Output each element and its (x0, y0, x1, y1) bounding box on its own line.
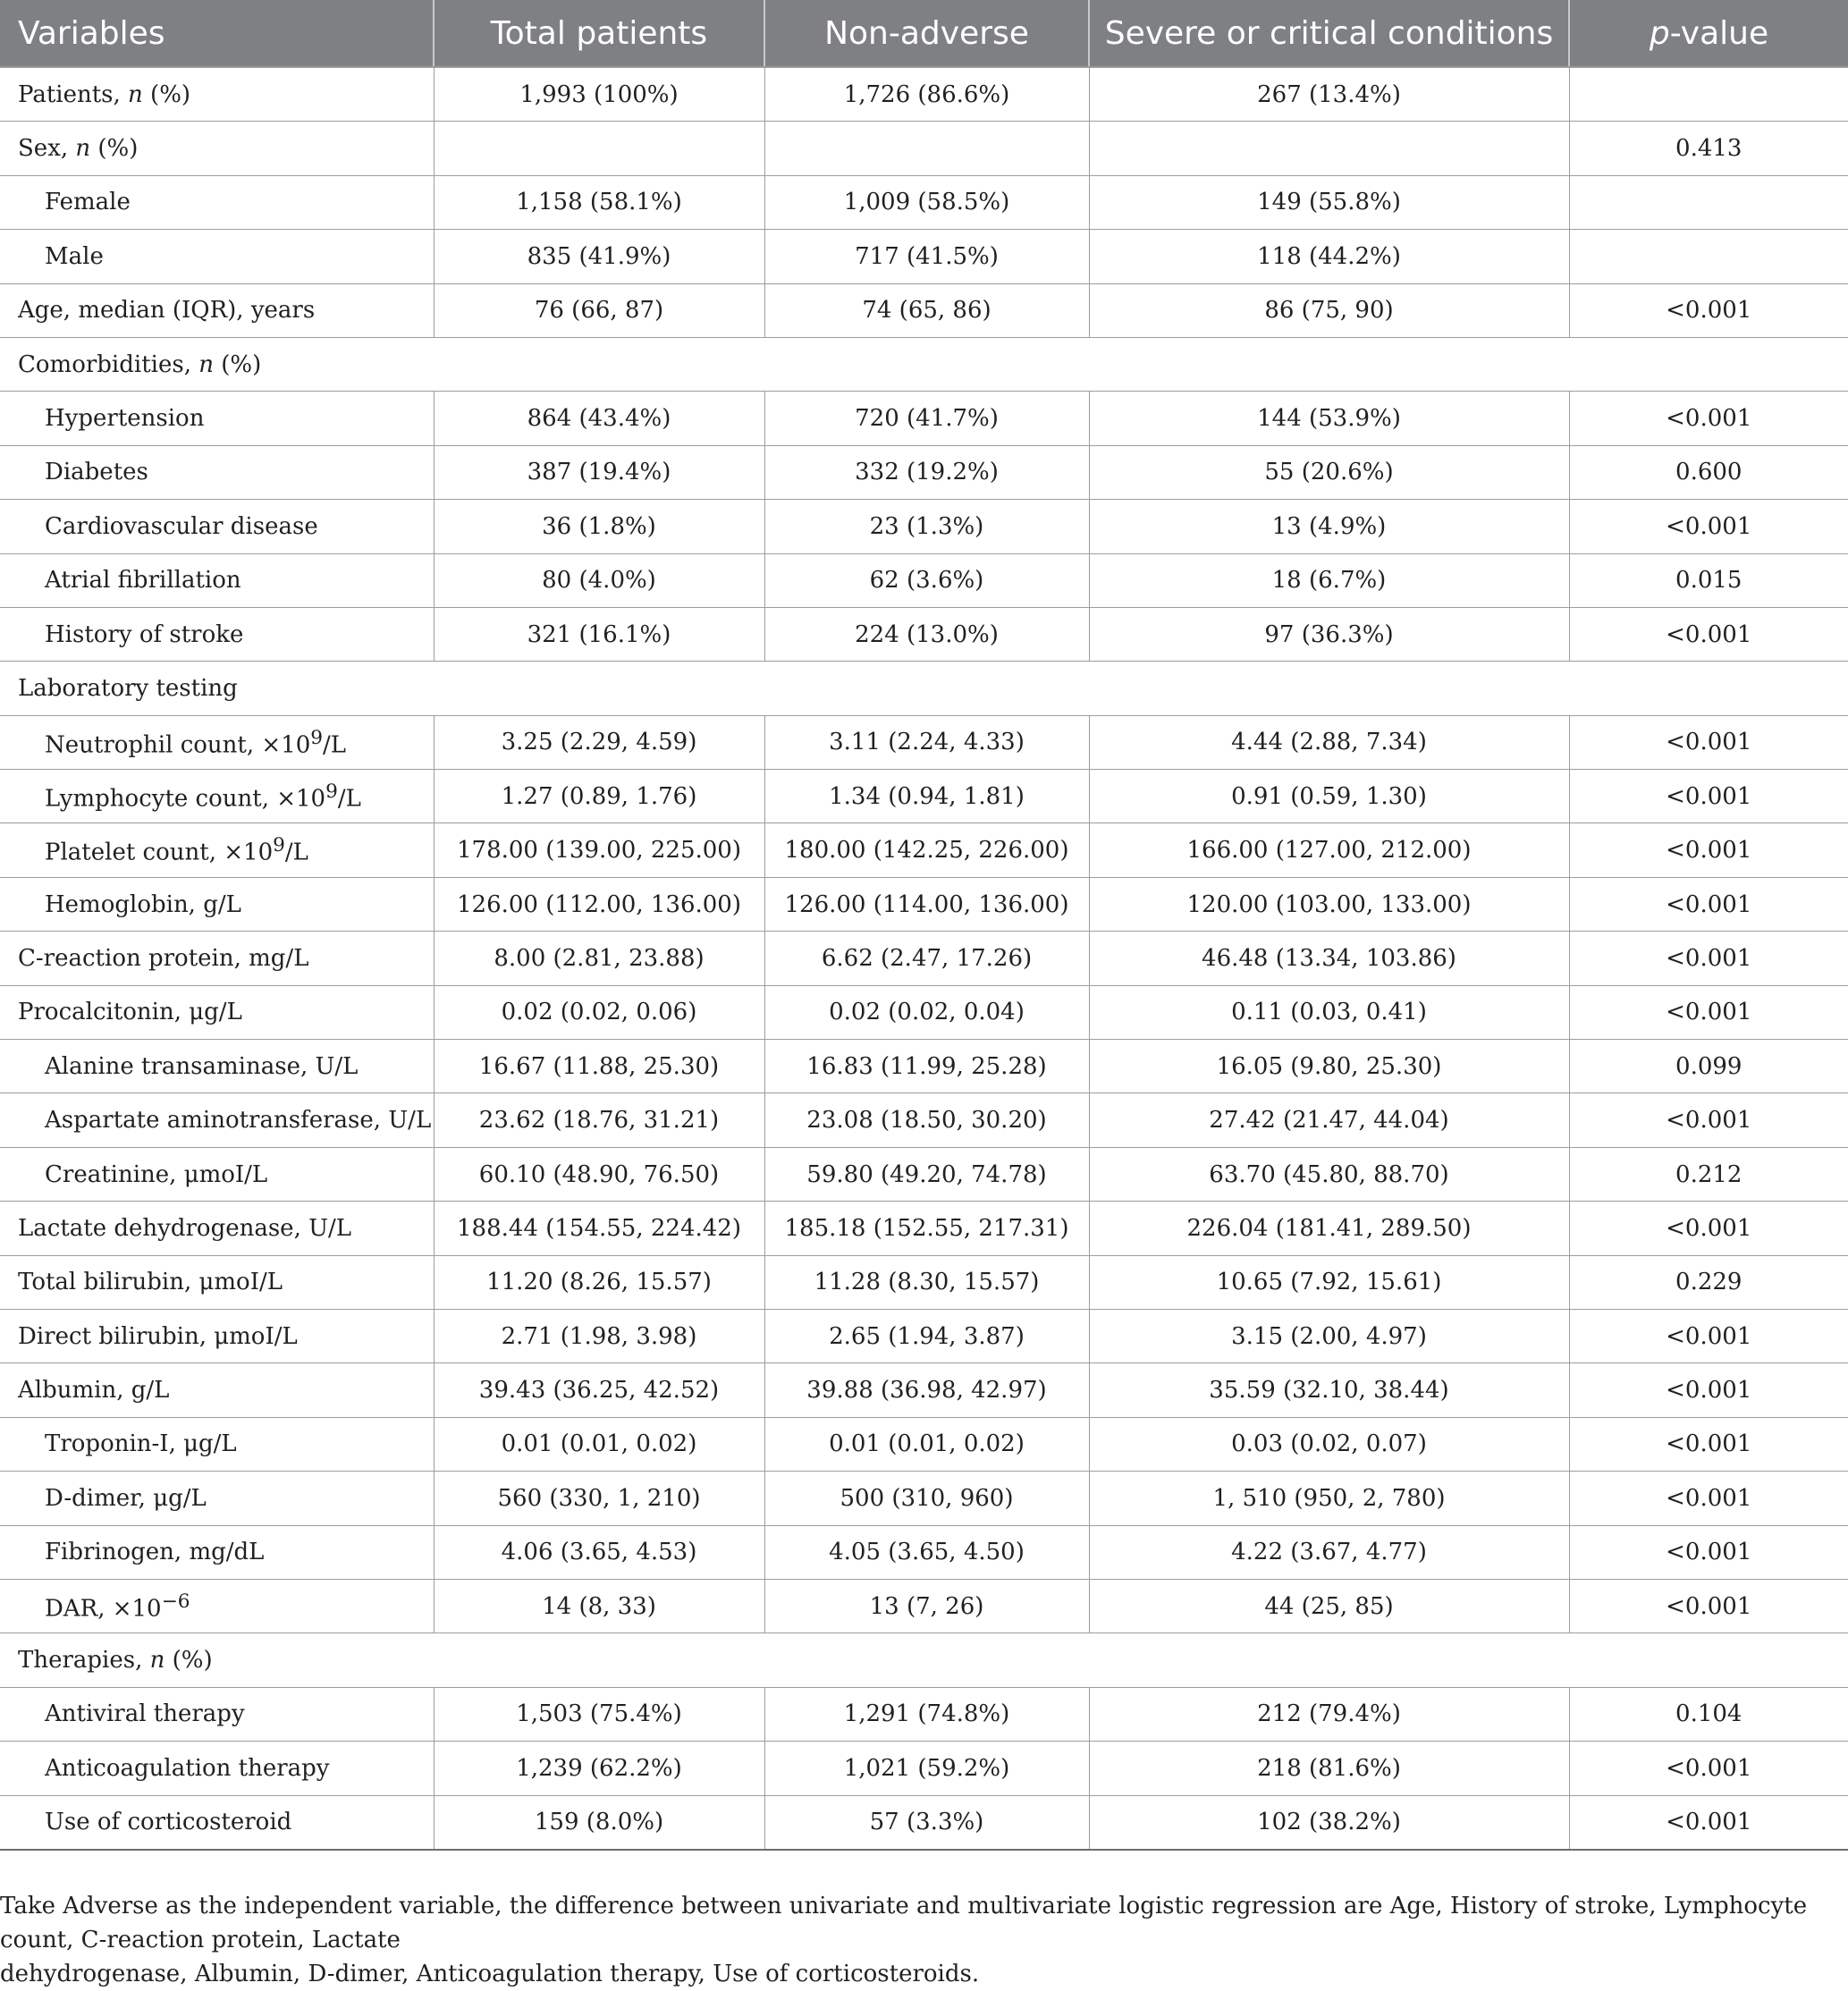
cell-p-value: <0.001 (1569, 1472, 1848, 1525)
cell-severe: 212 (79.4%) (1089, 1687, 1569, 1741)
row-label: Procalcitonin, μg/L (0, 985, 434, 1039)
row-label: Alanine transaminase, U/L (0, 1040, 434, 1093)
footnote-line-1: Take Adverse as the independent variable, the difference between univariate and multivariate logistic regression are Age, History of stroke, Lymphocyte count, C-reaction protein, Lactate (0, 1893, 1808, 1953)
row-label: Sex, n (%) (0, 122, 434, 175)
row-label: Creatinine, μmoI/L (0, 1147, 434, 1201)
section-row (0, 1633, 1848, 1687)
cell-severe: 149 (55.8%) (1089, 175, 1569, 229)
header-p-value (1569, 0, 1848, 67)
cell-total: 188.44 (154.55, 224.42) (434, 1202, 764, 1255)
row-label: Lymphocyte count, $\times 10^9/L$ (0, 770, 434, 823)
cell-total: 0.01 (0.01, 0.02) (434, 1417, 764, 1471)
table-row (0, 932, 1848, 985)
cell-severe: 97 (36.3%) (1089, 607, 1569, 661)
row-label: Neutrophil count, $\times 10^9/L$ (0, 715, 434, 769)
cell-total: 387 (19.4%) (434, 445, 764, 499)
cell-severe: 1, 510 (950, 2, 780) (1089, 1472, 1569, 1525)
row-label: Total bilirubin, μmoI/L (0, 1255, 434, 1309)
cell-total: 159 (8.0%) (434, 1795, 764, 1850)
cell-severe: 63.70 (45.80, 88.70) (1089, 1147, 1569, 1201)
cell-total: 23.62 (18.76, 31.21) (434, 1093, 764, 1147)
cell-non-adverse (764, 122, 1089, 175)
cell-p-value: <0.001 (1569, 1579, 1848, 1632)
cell-non-adverse: 23.08 (18.50, 30.20) (764, 1093, 1089, 1147)
table-row (0, 230, 1848, 283)
table-row (0, 67, 1848, 122)
header-severe-critical: Severe or critical conditions (1089, 0, 1569, 67)
table-row (0, 1579, 1848, 1632)
cell-severe: 218 (81.6%) (1089, 1742, 1569, 1795)
cell-severe: 44 (25, 85) (1089, 1579, 1569, 1632)
cell-non-adverse: 1,291 (74.8%) (764, 1687, 1089, 1741)
cell-p-value: <0.001 (1569, 1093, 1848, 1147)
cell-severe: 0.91 (0.59, 1.30) (1089, 770, 1569, 823)
cell-non-adverse: 0.01 (0.01, 0.02) (764, 1417, 1089, 1471)
cell-non-adverse: 1,726 (86.6%) (764, 67, 1089, 122)
cell-p-value: <0.001 (1569, 283, 1848, 337)
table-row (0, 1363, 1848, 1417)
cell-p-value: <0.001 (1569, 500, 1848, 553)
row-label: Hypertension (0, 392, 434, 445)
row-label: D-dimer, μg/L (0, 1472, 434, 1525)
cell-non-adverse: 4.05 (3.65, 4.50) (764, 1525, 1089, 1579)
cell-total: 76 (66, 87) (434, 283, 764, 337)
header-p-italic: p (1649, 14, 1670, 52)
cell-p-value: 0.413 (1569, 122, 1848, 175)
cell-non-adverse: 332 (19.2%) (764, 445, 1089, 499)
cell-non-adverse: 185.18 (152.55, 217.31) (764, 1202, 1089, 1255)
cell-total (434, 122, 764, 175)
cell-non-adverse: 11.28 (8.30, 15.57) (764, 1255, 1089, 1309)
table-row (0, 1472, 1848, 1525)
row-label: Male (0, 230, 434, 283)
cell-p-value: <0.001 (1569, 1417, 1848, 1471)
header-row (0, 0, 1848, 67)
cell-p-value: <0.001 (1569, 1309, 1848, 1362)
cell-severe: 86 (75, 90) (1089, 283, 1569, 337)
cell-p-value: <0.001 (1569, 392, 1848, 445)
table-row (0, 122, 1848, 175)
cell-severe: 13 (4.9%) (1089, 500, 1569, 553)
cell-p-value: <0.001 (1569, 1795, 1848, 1850)
table-row (0, 770, 1848, 823)
cell-total: 835 (41.9%) (434, 230, 764, 283)
section-row (0, 337, 1848, 391)
cell-total: 1,239 (62.2%) (434, 1742, 764, 1795)
cell-total: 3.25 (2.29, 4.59) (434, 715, 764, 769)
header-p-rest: -value (1669, 14, 1769, 52)
cell-non-adverse: 180.00 (142.25, 226.00) (764, 823, 1089, 877)
footnote-line-2: dehydrogenase, Albumin, D-dimer, Anticoagulation therapy, Use of corticosteroids. (0, 1961, 980, 1987)
cell-total: 2.71 (1.98, 3.98) (434, 1309, 764, 1362)
cell-non-adverse: 500 (310, 960) (764, 1472, 1089, 1525)
table-row (0, 985, 1848, 1039)
table-row (0, 1309, 1848, 1362)
cell-severe: 226.04 (181.41, 289.50) (1089, 1202, 1569, 1255)
section-label: Comorbidities, n (%) (0, 337, 1848, 391)
row-label: Atrial fibrillation (0, 553, 434, 607)
cell-p-value: 0.104 (1569, 1687, 1848, 1741)
table-row (0, 283, 1848, 337)
cell-non-adverse: 16.83 (11.99, 25.28) (764, 1040, 1089, 1093)
cell-non-adverse: 3.11 (2.24, 4.33) (764, 715, 1089, 769)
cell-severe: 267 (13.4%) (1089, 67, 1569, 122)
section-label: Therapies, n (%) (0, 1633, 1848, 1687)
table-row (0, 1795, 1848, 1850)
row-label: Direct bilirubin, μmoI/L (0, 1309, 434, 1362)
table-row (0, 175, 1848, 229)
cell-p-value: <0.001 (1569, 715, 1848, 769)
row-label: Age, median (IQR), years (0, 283, 434, 337)
cell-non-adverse: 13 (7, 26) (764, 1579, 1089, 1632)
cell-non-adverse: 717 (41.5%) (764, 230, 1089, 283)
table-row (0, 1147, 1848, 1201)
row-label: Aspartate aminotransferase, U/L (0, 1093, 434, 1147)
cell-severe: 118 (44.2%) (1089, 230, 1569, 283)
cell-severe: 102 (38.2%) (1089, 1795, 1569, 1850)
section-row (0, 662, 1848, 715)
cell-severe: 18 (6.7%) (1089, 553, 1569, 607)
row-label: C-reaction protein, mg/L (0, 932, 434, 985)
cell-non-adverse: 1.34 (0.94, 1.81) (764, 770, 1089, 823)
cell-non-adverse: 1,009 (58.5%) (764, 175, 1089, 229)
cell-non-adverse: 23 (1.3%) (764, 500, 1089, 553)
table-row (0, 1742, 1848, 1795)
cell-severe: 0.03 (0.02, 0.07) (1089, 1417, 1569, 1471)
cell-non-adverse: 126.00 (114.00, 136.00) (764, 877, 1089, 931)
row-label: History of stroke (0, 607, 434, 661)
cell-total: 178.00 (139.00, 225.00) (434, 823, 764, 877)
table-row (0, 877, 1848, 931)
table-body (0, 67, 1848, 1850)
cell-total: 1,158 (58.1%) (434, 175, 764, 229)
cell-severe: 55 (20.6%) (1089, 445, 1569, 499)
cell-p-value: 0.099 (1569, 1040, 1848, 1093)
cell-total: 60.10 (48.90, 76.50) (434, 1147, 764, 1201)
cell-severe: 3.15 (2.00, 4.97) (1089, 1309, 1569, 1362)
row-label: Patients, n (%) (0, 67, 434, 122)
section-label: Laboratory testing (0, 662, 1848, 715)
cell-severe: 4.22 (3.67, 4.77) (1089, 1525, 1569, 1579)
table-row (0, 1202, 1848, 1255)
table-row (0, 1417, 1848, 1471)
cell-p-value (1569, 230, 1848, 283)
cell-p-value: <0.001 (1569, 823, 1848, 877)
cell-p-value: 0.015 (1569, 553, 1848, 607)
cell-total: 8.00 (2.81, 23.88) (434, 932, 764, 985)
cell-severe: 120.00 (103.00, 133.00) (1089, 877, 1569, 931)
cell-p-value (1569, 175, 1848, 229)
cell-total: 14 (8, 33) (434, 1579, 764, 1632)
cell-non-adverse: 62 (3.6%) (764, 553, 1089, 607)
row-label: Cardiovascular disease (0, 500, 434, 553)
table-row (0, 1687, 1848, 1741)
cell-severe: 46.48 (13.34, 103.86) (1089, 932, 1569, 985)
table-row (0, 445, 1848, 499)
cell-p-value: <0.001 (1569, 1742, 1848, 1795)
cell-non-adverse: 224 (13.0%) (764, 607, 1089, 661)
cell-severe: 10.65 (7.92, 15.61) (1089, 1255, 1569, 1309)
cell-total: 39.43 (36.25, 42.52) (434, 1363, 764, 1417)
cell-p-value: <0.001 (1569, 877, 1848, 931)
table-row (0, 1525, 1848, 1579)
row-label: DAR, $\times 10^{-6}$ (0, 1579, 434, 1632)
row-label: Use of corticosteroid (0, 1795, 434, 1850)
cell-total: 11.20 (8.26, 15.57) (434, 1255, 764, 1309)
cell-non-adverse: 2.65 (1.94, 3.87) (764, 1309, 1089, 1362)
row-label: Antiviral therapy (0, 1687, 434, 1741)
row-label: Troponin-I, μg/L (0, 1417, 434, 1471)
cell-non-adverse: 0.02 (0.02, 0.04) (764, 985, 1089, 1039)
cell-total: 126.00 (112.00, 136.00) (434, 877, 764, 931)
cell-severe: 0.11 (0.03, 0.41) (1089, 985, 1569, 1039)
cell-total: 36 (1.8%) (434, 500, 764, 553)
table-header (0, 0, 1848, 67)
cell-severe (1089, 122, 1569, 175)
row-label: Platelet count, $\times 10^9/L$ (0, 823, 434, 877)
cell-p-value: 0.212 (1569, 1147, 1848, 1201)
cell-p-value: <0.001 (1569, 1202, 1848, 1255)
cell-total: 560 (330, 1, 210) (434, 1472, 764, 1525)
row-label: Female (0, 175, 434, 229)
cell-p-value: <0.001 (1569, 1363, 1848, 1417)
cell-total: 1,503 (75.4%) (434, 1687, 764, 1741)
cell-total: 0.02 (0.02, 0.06) (434, 985, 764, 1039)
cell-non-adverse: 720 (41.7%) (764, 392, 1089, 445)
cell-total: 864 (43.4%) (434, 392, 764, 445)
cell-severe: 144 (53.9%) (1089, 392, 1569, 445)
cell-p-value: 0.229 (1569, 1255, 1848, 1309)
cell-non-adverse: 39.88 (36.98, 42.97) (764, 1363, 1089, 1417)
cell-p-value: <0.001 (1569, 932, 1848, 985)
row-label: Hemoglobin, g/L (0, 877, 434, 931)
cell-p-value: <0.001 (1569, 985, 1848, 1039)
cell-severe: 16.05 (9.80, 25.30) (1089, 1040, 1569, 1093)
header-non-adverse: Non-adverse (764, 0, 1089, 67)
table-row (0, 715, 1848, 769)
row-label: Anticoagulation therapy (0, 1742, 434, 1795)
cell-p-value: <0.001 (1569, 607, 1848, 661)
cell-total: 1,993 (100%) (434, 67, 764, 122)
cell-non-adverse: 1,021 (59.2%) (764, 1742, 1089, 1795)
table-row (0, 392, 1848, 445)
table-row (0, 553, 1848, 607)
cell-severe: 4.44 (2.88, 7.34) (1089, 715, 1569, 769)
table-row (0, 1255, 1848, 1309)
header-total-patients: Total patients (434, 0, 764, 67)
cell-total: 16.67 (11.88, 25.30) (434, 1040, 764, 1093)
row-label: Fibrinogen, mg/dL (0, 1525, 434, 1579)
table-row (0, 1093, 1848, 1147)
table-row (0, 500, 1848, 553)
cell-severe: 35.59 (32.10, 38.44) (1089, 1363, 1569, 1417)
cell-severe: 27.42 (21.47, 44.04) (1089, 1093, 1569, 1147)
cell-non-adverse: 74 (65, 86) (764, 283, 1089, 337)
row-label: Lactate dehydrogenase, U/L (0, 1202, 434, 1255)
cell-p-value: 0.600 (1569, 445, 1848, 499)
cell-total: 4.06 (3.65, 4.53) (434, 1525, 764, 1579)
row-label: Diabetes (0, 445, 434, 499)
cell-p-value: <0.001 (1569, 1525, 1848, 1579)
table-row (0, 823, 1848, 877)
cell-non-adverse: 57 (3.3%) (764, 1795, 1089, 1850)
cell-total: 80 (4.0%) (434, 553, 764, 607)
cell-total: 321 (16.1%) (434, 607, 764, 661)
cell-severe: 166.00 (127.00, 212.00) (1089, 823, 1569, 877)
cell-p-value (1569, 67, 1848, 122)
cell-total: 1.27 (0.89, 1.76) (434, 770, 764, 823)
cell-non-adverse: 59.80 (49.20, 74.78) (764, 1147, 1089, 1201)
table-row (0, 607, 1848, 661)
cell-p-value: <0.001 (1569, 770, 1848, 823)
cell-non-adverse: 6.62 (2.47, 17.26) (764, 932, 1089, 985)
table-row (0, 1040, 1848, 1093)
table-footnote (0, 1889, 1848, 1991)
header-variables: Variables (0, 0, 434, 67)
row-label: Albumin, g/L (0, 1363, 434, 1417)
